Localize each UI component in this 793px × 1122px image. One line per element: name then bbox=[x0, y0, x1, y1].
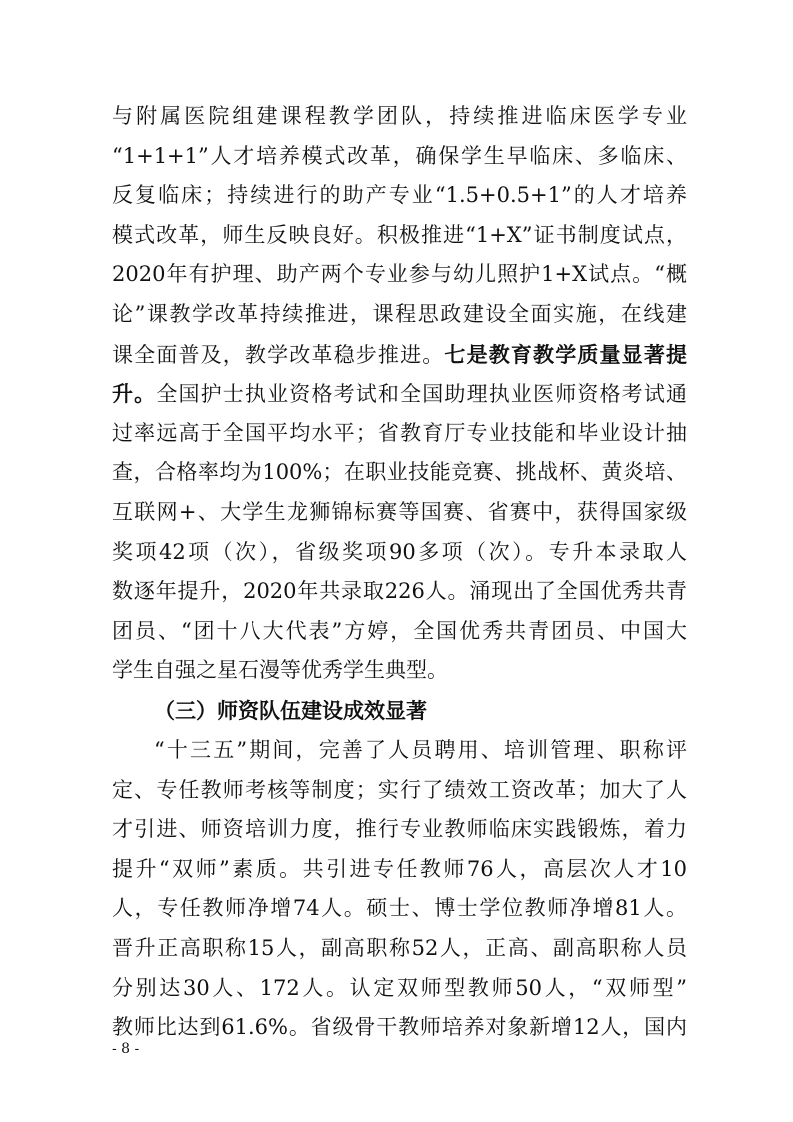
text-segment: 全国护士执业资格考试和全国助理执业医师资格考试通 bbox=[156, 382, 687, 407]
text-line: 过率远高于全国平均水平；省教育厅专业技能和毕业设计抽 bbox=[112, 420, 687, 445]
text-line-with-bold bbox=[112, 374, 687, 414]
text-line: 反复临床；持续进行的助产专业“1.5+0.5+1”的人才培养 bbox=[112, 183, 687, 208]
text-line: 论”课教学改革持续推进，课程思政建设全面实施，在线建 bbox=[112, 301, 687, 326]
page-number: - 8 - bbox=[112, 1041, 140, 1057]
text-segment: 课全面普及，教学改革稳步推进。 bbox=[112, 342, 445, 367]
paragraph-faculty bbox=[112, 731, 687, 1048]
bold-lead: 七是教育教学质量显著提 bbox=[444, 341, 687, 367]
text-line: 提升“双师”素质。共引进专任教师76人，高层次人才10 bbox=[112, 856, 687, 881]
text-line: 分别达30人、172人。认定双师型教师50人，“双师型” bbox=[112, 975, 687, 1000]
text-line: 模式改革，师生反映良好。积极推进“1+X”证书制度试点， bbox=[112, 222, 687, 247]
text-line: 互联网+、大学生龙狮锦标赛等国赛、省赛中，获得国家级 bbox=[112, 499, 687, 524]
text-line: 晋升正高职称15人，副高职称52人，正高、副高职称人员 bbox=[112, 935, 687, 960]
text-line: “1+1+1”人才培养模式改革，确保学生早临床、多临床、 bbox=[112, 143, 687, 168]
paragraph-teaching-reform bbox=[112, 97, 687, 691]
text-line: 奖项42项（次），省级奖项90多项（次）。专升本录取人 bbox=[112, 539, 687, 564]
bold-lead-end: 升。 bbox=[112, 381, 157, 407]
text-line: 与附属医院组建课程教学团队，持续推进临床医学专业 bbox=[112, 104, 687, 128]
text-line: 查，合格率均为100%；在职业技能竞赛、挑战杯、黄炎培、 bbox=[112, 460, 687, 485]
text-line: 数逐年提升，2020年共录取226人。涌现出了全国优秀共青 bbox=[112, 579, 687, 604]
text-line: “十三五”期间，完善了人员聘用、培训管理、职称评 bbox=[154, 738, 687, 762]
text-line: 人，专任教师净增74人。硕士、博士学位教师净增81人。 bbox=[112, 896, 687, 921]
text-line: 2020年有护理、助产两个专业参与幼儿照护1+X试点。“概 bbox=[112, 262, 687, 287]
text-line: 教师比达到61.6%。省级骨干教师培养对象新增12人，国内 bbox=[112, 1015, 687, 1040]
text-line: 团员、“团十八大代表”方婷，全国优秀共青团员、中国大 bbox=[112, 618, 687, 643]
text-line: 定、专任教师考核等制度；实行了绩效工资改革；加大了人 bbox=[112, 777, 687, 802]
text-line-with-bold bbox=[112, 335, 687, 375]
text-line: 学生自强之星石漫等优秀学生典型。 bbox=[112, 658, 448, 683]
section-heading: （三）师资队伍建设成效显著 bbox=[154, 698, 427, 723]
text-line: 才引进、师资培训力度，推行专业教师临床实践锻炼，着力 bbox=[112, 817, 687, 842]
